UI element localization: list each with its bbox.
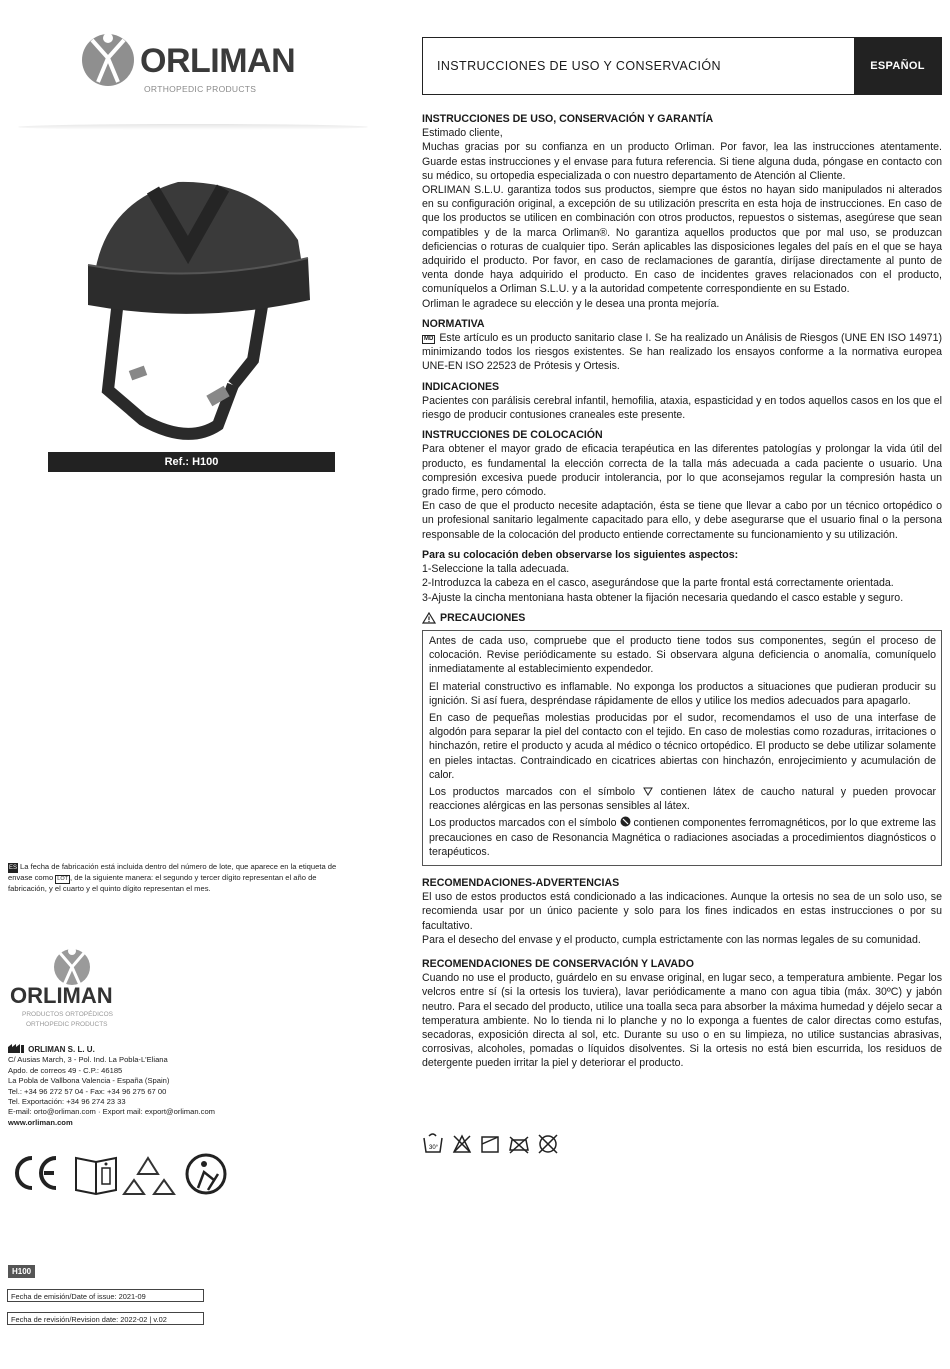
regulatory-icons bbox=[8, 1150, 238, 1196]
brand-name-bottom: ORLIMAN bbox=[10, 983, 113, 1008]
language-badge: ES bbox=[8, 863, 18, 873]
brand-tagline-es: PRODUCTOS ORTOPÉDICOS bbox=[22, 1011, 114, 1018]
care-symbols bbox=[422, 1132, 572, 1156]
brand-name: ORLIMAN bbox=[140, 42, 296, 80]
address-line: Apdo. de correos 49 - C.P.: 46185 bbox=[8, 1065, 123, 1075]
step-item: 1-Seleccione la talla adecuada. bbox=[422, 563, 570, 576]
company-name: ORLIMAN S. L. U. bbox=[28, 1045, 95, 1054]
medical-device-icon: MD bbox=[424, 336, 434, 343]
paragraph: Este artículo es un producto sanitario clase I. Se ha realizado un Análisis de Riesgos (UNE EN ISO 14971) minimizando todos los riesgos existentes. Se han realizado los ensayos conforme a la normativa europea UNE-EN ISO 22523 de Prótesis y Ortesis. bbox=[422, 332, 942, 373]
lot-note bbox=[8, 862, 353, 894]
section-indicaciones bbox=[422, 380, 942, 423]
section-title: PRECAUCIONES bbox=[440, 611, 526, 624]
step-item: 3-Ajuste la cincha mentoniana hasta obtener la fijación necesaria quedando el casco estable y seguro. bbox=[422, 591, 904, 604]
paragraph: ORLIMAN S.L.U. garantiza todos sus productos, siempre que éstos no hayan sido manipulados ni alterados en su configuración original, a excepción de su utilización prescrita en esta hoja de instrucciones. En caso de que los productos se utilicen en combinación con otros productos, repuestos o sistemas, asegúrese que sean compatibles y de la marca Orliman®. No garantiza aquellos productos que por mal uso, se produzcan deficiencias o roturas de cualquier tipo. Serán aplicables las disposiciones legales del país en el que se haya adquirido el producto. Por favor, en caso de reclamaciones de garantía, diríjase directamente al punto de venta donde haya adquirido el producto. En caso de incidentes graves relacionados con el producto, comuníquelos a Orliman S.L.U. y a la autoridad competente correspondiente en su Estado. bbox=[422, 184, 942, 296]
product-ref: Ref.: H100 bbox=[48, 452, 335, 472]
doc-header bbox=[422, 37, 942, 95]
section-title: INSTRUCCIONES DE COLOCACIÓN bbox=[422, 429, 603, 442]
aspects-title: Para su colocación deben observarse los siguientes aspectos: bbox=[422, 548, 739, 561]
section-conservacion bbox=[422, 957, 942, 1071]
company-address bbox=[8, 1044, 308, 1128]
factory-icon bbox=[8, 1044, 26, 1053]
lot-symbol-icon: LOT bbox=[57, 876, 68, 883]
paragraph: En caso de que el producto necesite adaptación, ésta se tiene que llevar a cabo por un técnico ortopédico o un profesional sanitario legalmente capacitado para ello, y debe asegurarse que el usuario final o la persona responsable de la colocación del producto entiende correctamente su funcionamiento y su utilización. bbox=[422, 500, 942, 541]
section-colocacion bbox=[422, 428, 942, 604]
paragraph: Estimado cliente, bbox=[422, 127, 503, 140]
paragraph: Para obtener el mayor grado de eficacia terapéutica en las diferentes patologías y prolongar la vida útil del producto, es fundamental la elección correcta de la talla más adecuada a cada paciente o usuario. Una compresión excesiva puede producir intolerancia, por lo que aconsejamos regular la compresión hasta un grado firme, pero cómodo. bbox=[422, 443, 942, 499]
section-title: RECOMENDACIONES-ADVERTENCIAS bbox=[422, 876, 620, 889]
section-recomendaciones bbox=[422, 876, 942, 947]
section-title: RECOMENDACIONES DE CONSERVACIÓN Y LAVADO bbox=[422, 957, 694, 970]
address-line: Tel.: +34 96 272 57 04 - Fax: +34 96 275 67 00 bbox=[8, 1086, 167, 1096]
paragraph-start: Los productos marcados con el símbolo bbox=[429, 785, 636, 798]
section-normativa bbox=[422, 317, 942, 374]
paragraph: El uso de estos productos está condicionado a las indicaciones. Aunque la ortesis no sea de un solo uso, se recomienda usar por un único paciente y solo para los fines indicados en estas instrucciones o por su facultativo. bbox=[422, 891, 942, 932]
issue-date: Fecha de emisión/Date of issue: 2021-09 bbox=[7, 1289, 204, 1302]
orliman-figure-icon bbox=[42, 945, 102, 985]
paragraph: Cuando no use el producto, guárdelo en su envase original, en lugar seco, a temperatura ambiente. Pegar los velcros entre sí (si la ortesis los tuviera), lavar periódicamente a mano con agua tibia (máx. 30ºC) y jabón neutro. Para el secado del producto, utilice una toalla seca para absorber la máxima humedad y déjelo secar a temperatura ambiente. No lo tienda ni lo planche y no lo exponga a fuentes de calor directas como estufas, secadoras, exposición directa al sol, etc. Durante su uso o en su limpieza, no utilice sustancias abrasivas, corrosivas, alcoholes, pomadas o líquidos disolventes. Si la ortesis no está bien escurrida, los residuos de detergente pueden irritar la piel y deteriorar el producto. bbox=[422, 972, 942, 1070]
brand-tagline: ORTHOPEDIC PRODUCTS bbox=[144, 84, 257, 94]
brand-logo bbox=[78, 28, 318, 98]
instructions-content bbox=[422, 112, 942, 1077]
dry-flat-icon bbox=[482, 1137, 498, 1152]
instructions-book-icon bbox=[76, 1158, 116, 1194]
section-title: INSTRUCCIONES DE USO, CONSERVACIÓN Y GARANTÍA bbox=[422, 113, 714, 125]
no-iron-icon bbox=[510, 1137, 528, 1153]
no-bleach-icon bbox=[454, 1136, 470, 1152]
paragraph-start: Los productos marcados con el símbolo bbox=[429, 817, 617, 830]
revision-date: Fecha de revisión/Revision date: 2022-02 | v.02 bbox=[7, 1312, 204, 1325]
paragraph-end: contienen componentes ferromagnéticos, por lo que extreme las precauciones en caso de Resonancia Magnética o radiaciones asociadas a procedimientos diagnósticos o terapéuticos. bbox=[429, 817, 936, 858]
ce-mark-icon bbox=[17, 1158, 56, 1188]
section-title: INDICACIONES bbox=[422, 380, 500, 393]
precautions-box bbox=[422, 630, 942, 866]
ferromagnetic-icon bbox=[620, 816, 631, 827]
doc-title: INSTRUCCIONES DE USO Y CONSERVACIÓN bbox=[437, 59, 721, 73]
paragraph: En caso de pequeñas molestias producidas por el sudor, recomendamos el uso de una interfase de algodón para separar la piel del contacto con el tejido. En caso de molestias como rozaduras, irritaciones o hinchazón, retire el producto y acuda al médico o técnico ortopédico. El producto se debe utilizar solamente en pieles intactas. Contraindicado en cicatrices abiertas con hinchazón, enrojecimiento y acumulación de calor. bbox=[429, 711, 936, 781]
product-image bbox=[48, 160, 335, 452]
paragraph: Para el desecho del envase y el producto, cumpla estrictamente con las normas legales de su comunidad. bbox=[422, 933, 921, 946]
brand-tagline-bottom: ORTHOPEDIC PRODUCTS bbox=[26, 1021, 108, 1028]
section-intro bbox=[422, 112, 942, 311]
company-web: www.orliman.com bbox=[8, 1117, 73, 1127]
section-precauciones bbox=[422, 611, 942, 866]
svg-text:30°: 30° bbox=[429, 1145, 439, 1151]
paragraph: Orliman le agradece su elección y le desea una pronta mejoría. bbox=[422, 297, 720, 310]
paragraph: Pacientes con parálisis cerebral infantil, hemofilia, ataxia, espasticidad y en todos aquellos casos en los que el riesgo de producir contusiones craneales este presente. bbox=[422, 394, 942, 422]
product-code-badge: H100 bbox=[8, 1265, 35, 1278]
address-line: C/ Ausias March, 3 - Pol. Ind. La Pobla-L'Eliana bbox=[8, 1055, 168, 1065]
paragraph: Muchas gracias por su confianza en un producto Orliman. Por favor, lea las instrucciones atentamente. Guarde estas instrucciones y el envase para futura referencia. Si tiene alguna duda, póngase en contacto con su médico, su ortopedia especializada o con nuestro departamento de Atención al Cliente. bbox=[422, 141, 942, 182]
language-label: ESPAÑOL bbox=[854, 38, 941, 94]
no-dry-clean-icon bbox=[539, 1135, 557, 1153]
step-item: 2-Introduzca la cabeza en el casco, asegurándose que la parte frontal está correctamente orientada. bbox=[422, 577, 894, 590]
address-line: E-mail: orto@orliman.com · Export mail: export@orliman.com bbox=[8, 1107, 216, 1117]
orliman-figure-icon bbox=[78, 30, 138, 86]
warning-icon bbox=[422, 612, 436, 624]
section-title: NORMATIVA bbox=[422, 317, 485, 330]
paragraph: El material constructivo es inflamable. No exponga los productos a situaciones que pudieran producir su ignición. Si así fuera, despréndase rápidamente de ellos y utilice los medios adecuados para apagarlo. bbox=[429, 680, 936, 707]
recycle-icon bbox=[124, 1158, 174, 1194]
single-patient-icon bbox=[187, 1155, 225, 1193]
lot-note-text-a: La fecha de fabricación está incluida dentro del número de lote, que aparece en la etiqueta de envase como bbox=[8, 862, 337, 883]
lot-note-text-b: , de la siguiente manera: el segundo y tercer dígito representan el año de fabricación, y el cuarto y el quinto dígito representan el mes. bbox=[8, 873, 317, 894]
paragraph: Antes de cada uso, compruebe que el producto tiene todos sus componentes, según el proceso de colocación. Revise periódicamente su estado. Si observara alguna deficiencia o anomalía, comuníquelo inmediatamente al establecimiento expendedor. bbox=[429, 634, 936, 676]
address-line: Tel. Exportación: +34 96 274 23 33 bbox=[8, 1097, 126, 1107]
latex-icon bbox=[642, 786, 654, 796]
address-line: La Pobla de Vallbona Valencia - España (Spain) bbox=[8, 1076, 170, 1086]
paragraph-end: contienen látex de caucho natural y pueden provocar reacciones alérgicas en las personas sensibles al látex. bbox=[429, 785, 936, 813]
divider bbox=[18, 124, 368, 130]
hand-wash-icon bbox=[424, 1134, 442, 1152]
